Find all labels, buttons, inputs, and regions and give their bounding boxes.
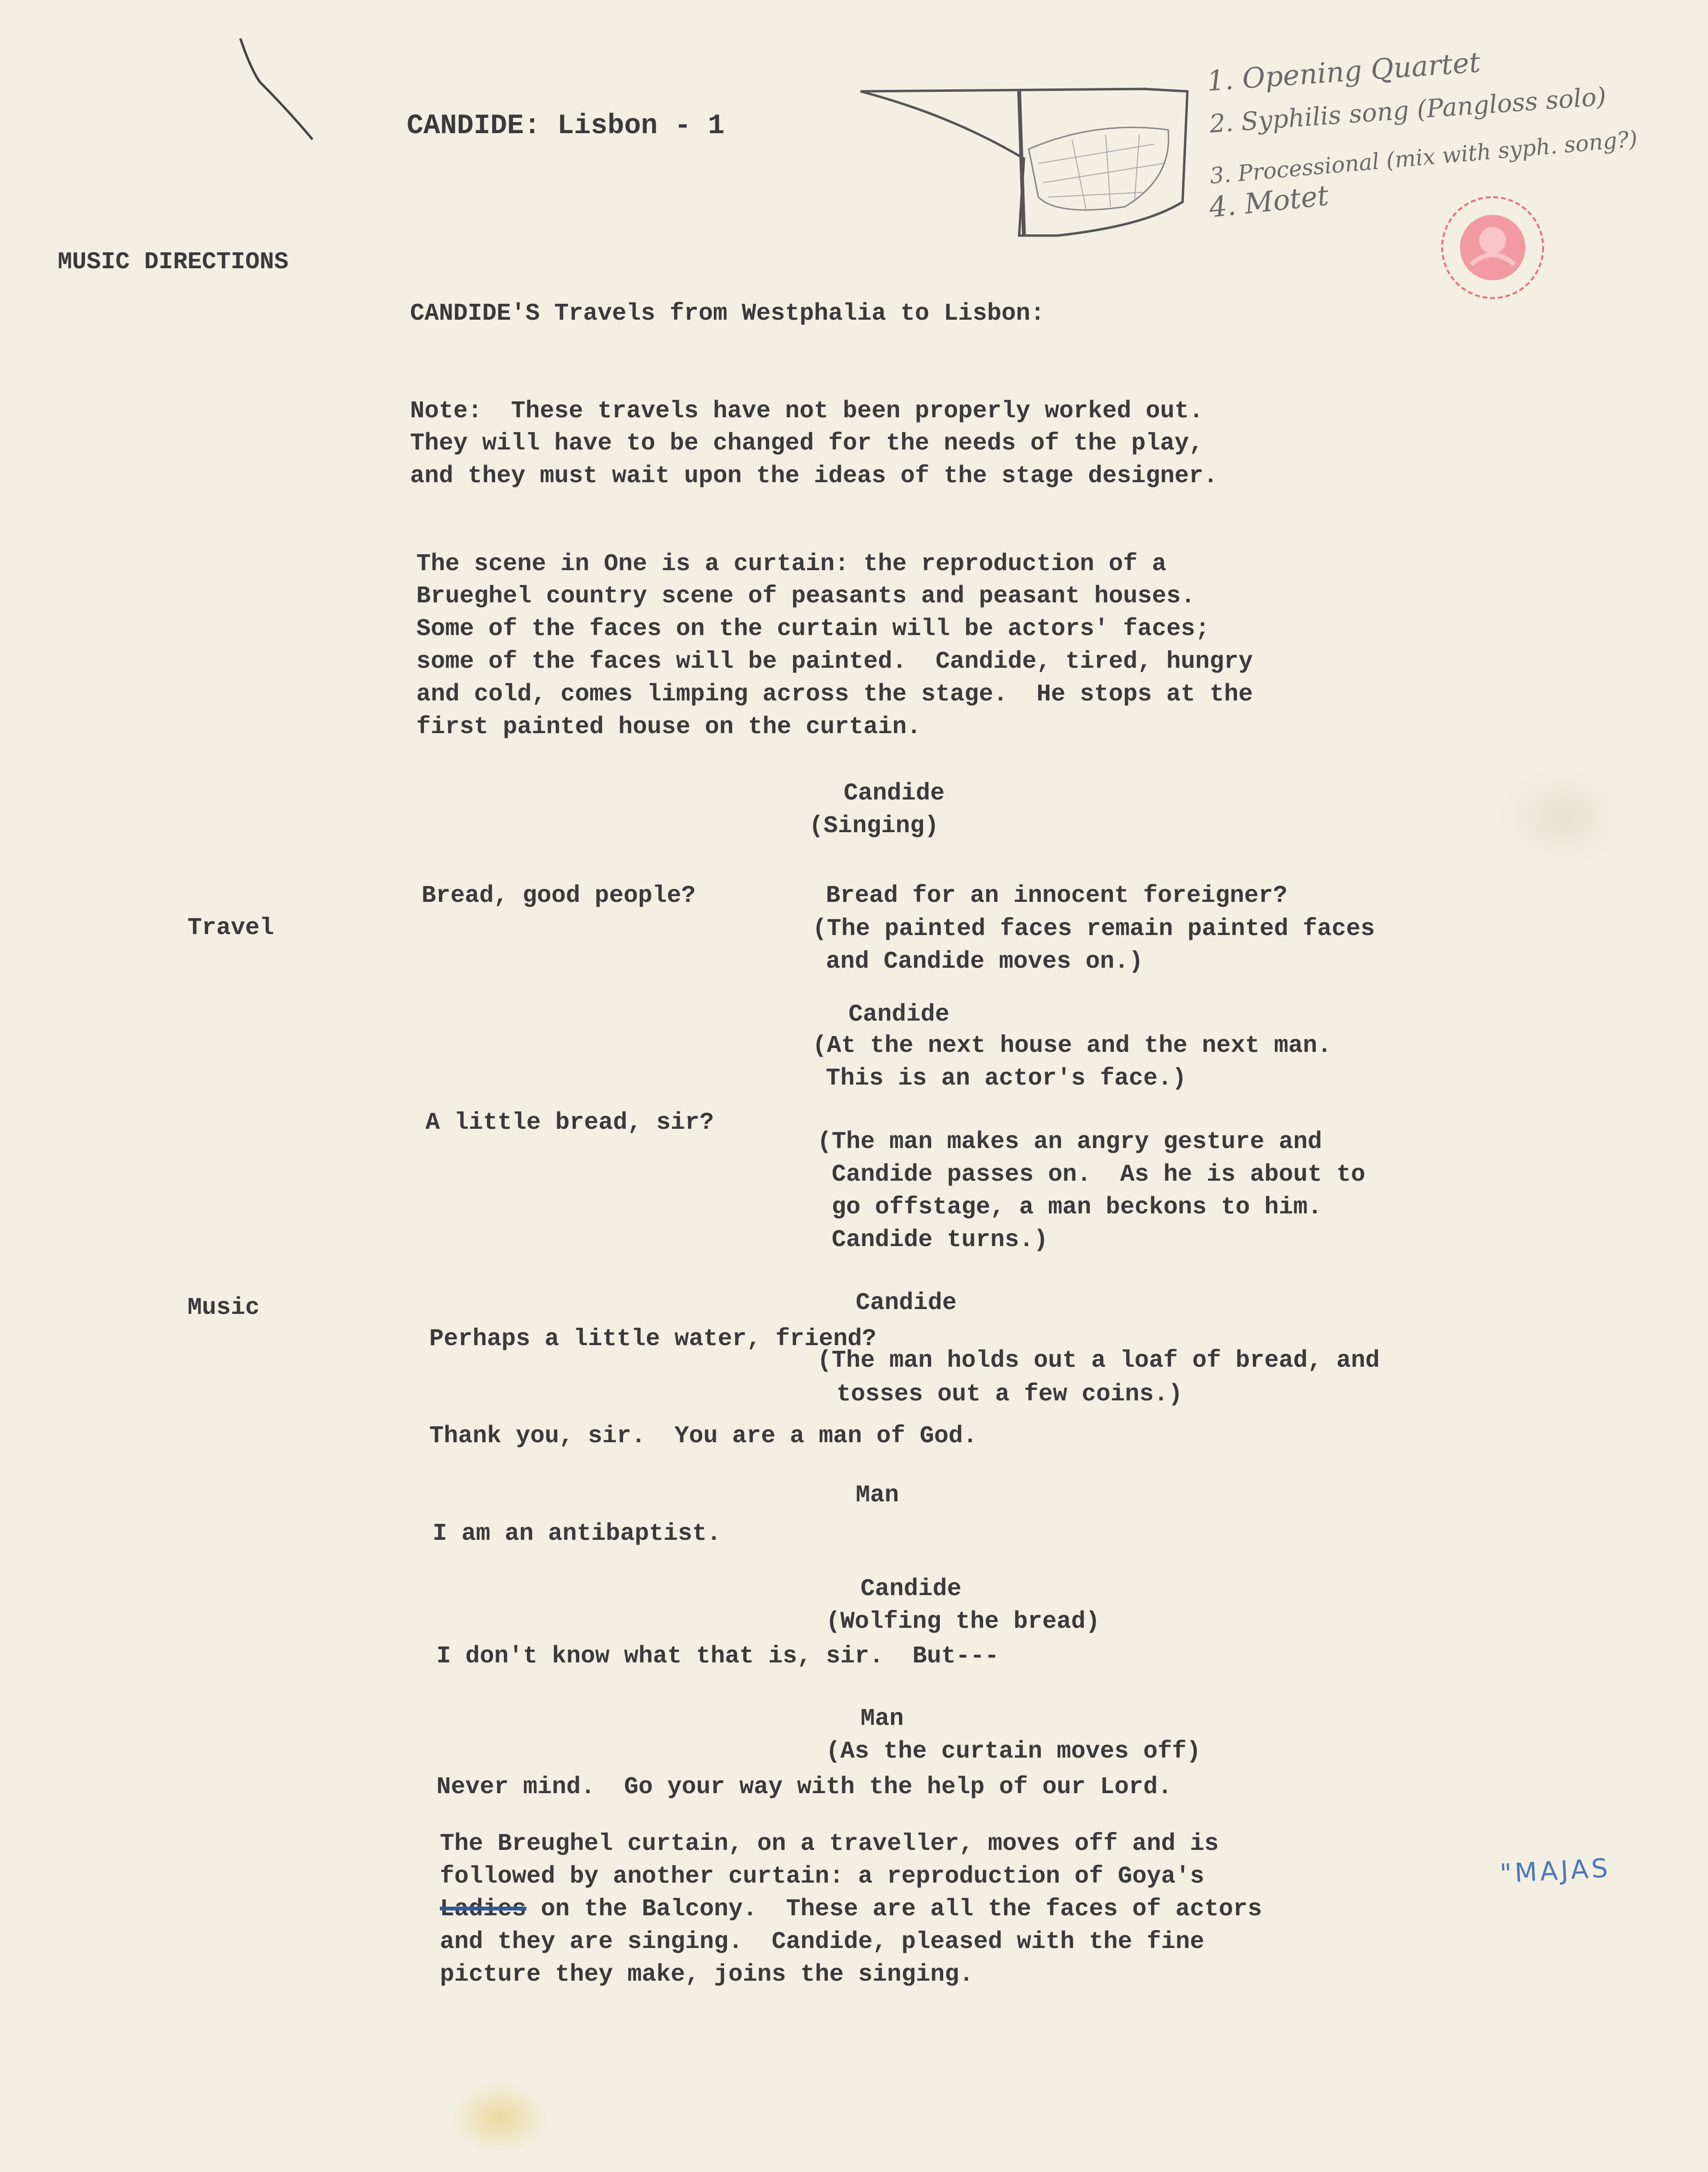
scene-line: The scene in One is a curtain: the reproduction of a bbox=[416, 550, 1167, 578]
dialogue-line: Never mind. Go your way with the help of our Lord. bbox=[436, 1773, 1172, 1801]
pencil-sketch-icon bbox=[856, 82, 1192, 245]
paper-stain bbox=[452, 2082, 548, 2154]
scene-line: and cold, comes limping across the stage. He stops at the bbox=[416, 681, 1253, 708]
speaker-name: Candide bbox=[856, 1289, 957, 1317]
scene-line: Some of the faces on the curtain will be actors' faces; bbox=[416, 615, 1210, 643]
note-line: They will have to be changed for the needs of the play, bbox=[410, 430, 1204, 457]
margin-heading: MUSIC DIRECTIONS bbox=[58, 249, 289, 276]
stage-direction: (As the curtain moves off) bbox=[826, 1738, 1201, 1765]
margin-note-travel: Travel bbox=[187, 914, 274, 942]
dialogue-line: A little bread, sir? bbox=[425, 1109, 714, 1136]
paper-stain bbox=[1500, 769, 1625, 865]
section-title: CANDIDE'S Travels from Westphalia to Lisbon: bbox=[410, 300, 1045, 327]
stage-direction: go offstage, a man beckons to him. bbox=[832, 1194, 1322, 1221]
scene-line: some of the faces will be painted. Candide, tired, hungry bbox=[416, 648, 1253, 675]
stage-direction: (The man holds out a loaf of bread, and bbox=[817, 1347, 1380, 1374]
closing-line: The Breughel curtain, on a traveller, moves off and is bbox=[440, 1830, 1219, 1858]
library-stamp-icon bbox=[1437, 192, 1548, 303]
handwritten-note-3: 3. Processional (mix with syph. song?) bbox=[1209, 125, 1639, 189]
dialogue-line: Bread, good people? bbox=[422, 882, 696, 910]
closing-line: followed by another curtain: a reproduction of Goya's bbox=[440, 1863, 1205, 1890]
scene-line: first painted house on the curtain. bbox=[416, 713, 922, 741]
stage-direction: Candide turns.) bbox=[832, 1226, 1048, 1254]
dialogue-line: Thank you, sir. You are a man of God. bbox=[429, 1423, 978, 1450]
handwritten-note-2: 2. Syphilis song (Pangloss solo) bbox=[1208, 82, 1608, 139]
page-title: CANDIDE: Lisbon - 1 bbox=[407, 111, 725, 142]
dialogue-line: I am an antibaptist. bbox=[433, 1520, 722, 1548]
stage-direction: (At the next house and the next man. bbox=[812, 1032, 1332, 1060]
closing-line-rest: on the Balcony. These are all the faces of actors bbox=[526, 1896, 1262, 1923]
speaker-name: Man bbox=[860, 1705, 904, 1733]
margin-note-music: Music bbox=[187, 1294, 260, 1322]
note-line: Note: These travels have not been properly worked out. bbox=[410, 398, 1204, 425]
struck-word: Ladies bbox=[440, 1896, 527, 1923]
closing-line: and they are singing. Candide, pleased with the fine bbox=[440, 1928, 1205, 1956]
handwritten-note-4: 4. Motet bbox=[1208, 179, 1330, 224]
dialogue-line: I don't know what that is, sir. But--- bbox=[436, 1643, 999, 1670]
speaker-name: Candide bbox=[844, 780, 945, 807]
handwritten-insert: "MAJAS bbox=[1499, 1853, 1612, 1889]
closing-line: picture they make, joins the singing. bbox=[440, 1961, 974, 1988]
stage-direction: Candide passes on. As he is about to bbox=[832, 1161, 1366, 1188]
stage-direction: and Candide moves on.) bbox=[826, 948, 1144, 975]
stage-direction: (Wolfing the bread) bbox=[826, 1608, 1100, 1635]
speaker-name: Candide bbox=[860, 1575, 962, 1603]
pencil-corner-mark bbox=[231, 29, 327, 154]
stage-direction: (The man makes an angry gesture and bbox=[817, 1128, 1322, 1156]
dialogue-line: Bread for an innocent foreigner? bbox=[826, 882, 1288, 910]
stage-direction: This is an actor's face.) bbox=[826, 1065, 1187, 1092]
dialogue-line: Perhaps a little water, friend? bbox=[429, 1325, 877, 1353]
handwritten-note-1: 1. Opening Quartet bbox=[1206, 46, 1482, 98]
scene-line: Brueghel country scene of peasants and peasant houses. bbox=[416, 583, 1196, 610]
stage-direction: (The painted faces remain painted faces bbox=[812, 915, 1375, 943]
speaker-name: Candide bbox=[848, 1001, 950, 1028]
stage-direction: (Singing) bbox=[809, 812, 939, 840]
stage-direction: tosses out a few coins.) bbox=[836, 1381, 1183, 1408]
note-line: and they must wait upon the ideas of the stage designer. bbox=[410, 462, 1218, 490]
speaker-name: Man bbox=[856, 1482, 899, 1509]
